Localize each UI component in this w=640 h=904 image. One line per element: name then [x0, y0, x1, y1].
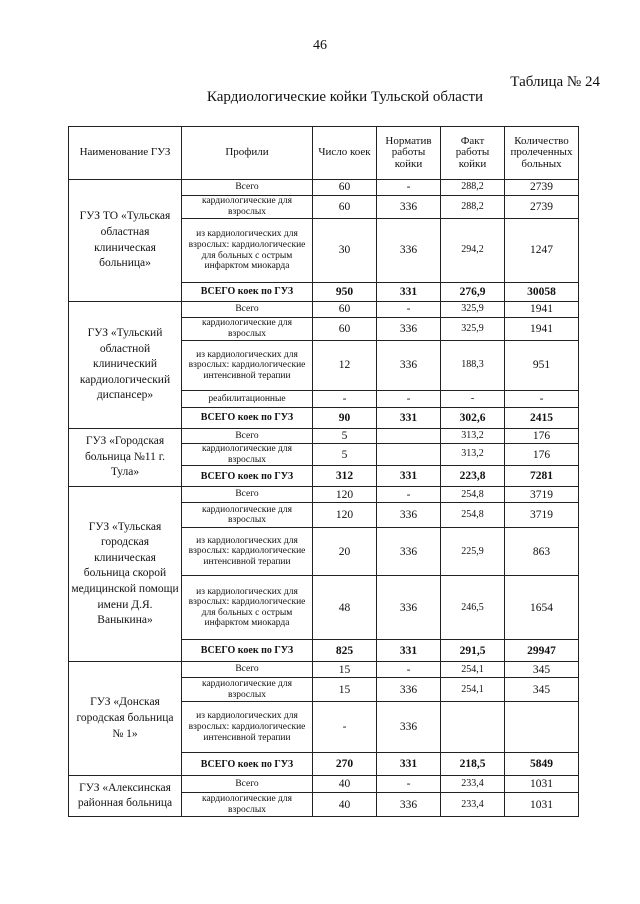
fact-cell — [441, 702, 505, 753]
org-name-cell: ГУЗ «Тульский областной клинический кардиологический диспансер» — [69, 302, 182, 429]
org-name-cell: ГУЗ «Тульская городская клиническая больница скорой медицинской помощи имени Д.Я. Ваныкина» — [69, 487, 182, 662]
profile-cell: ВСЕГО коек по ГУЗ — [182, 753, 313, 776]
beds-cell: 312 — [313, 466, 377, 487]
profile-cell: Всего — [182, 487, 313, 503]
patients-cell: 345 — [505, 662, 579, 678]
fact-cell: - — [441, 391, 505, 408]
beds-cell: 60 — [313, 196, 377, 219]
patients-cell: 1031 — [505, 776, 579, 793]
fact-cell: 288,2 — [441, 196, 505, 219]
profile-cell: из кардиологических для взрослых: кардиологические интенсивной терапии — [182, 702, 313, 753]
norm-cell: - — [377, 776, 441, 793]
norm-cell: 336 — [377, 528, 441, 576]
fact-cell: 218,5 — [441, 753, 505, 776]
norm-cell — [377, 429, 441, 444]
norm-cell: 336 — [377, 702, 441, 753]
fact-cell: 325,9 — [441, 302, 505, 318]
fact-cell: 246,5 — [441, 576, 505, 640]
fact-cell: 254,8 — [441, 503, 505, 528]
patients-cell: 30058 — [505, 283, 579, 302]
profile-cell: кардиологические для взрослых — [182, 503, 313, 528]
profile-cell: кардиологические для взрослых — [182, 678, 313, 702]
header-profile: Профили — [182, 127, 313, 180]
header-norm: Норматив работы койки — [377, 127, 441, 180]
profile-cell: ВСЕГО коек по ГУЗ — [182, 408, 313, 429]
patients-cell — [505, 702, 579, 753]
fact-cell: 313,2 — [441, 444, 505, 466]
beds-cell: 15 — [313, 678, 377, 702]
patients-cell: 2739 — [505, 180, 579, 196]
profile-cell: из кардиологических для взрослых: кардиологические интенсивной терапии — [182, 528, 313, 576]
fact-cell: 188,3 — [441, 341, 505, 391]
header-row — [69, 127, 579, 180]
norm-cell: - — [377, 180, 441, 196]
patients-cell: 2415 — [505, 408, 579, 429]
table-row — [69, 487, 579, 503]
fact-cell: 294,2 — [441, 219, 505, 283]
beds-cell: - — [313, 391, 377, 408]
profile-cell: кардиологические для взрослых — [182, 318, 313, 341]
profile-cell: Всего — [182, 776, 313, 793]
norm-cell: 336 — [377, 219, 441, 283]
patients-cell: 5849 — [505, 753, 579, 776]
fact-cell: 302,6 — [441, 408, 505, 429]
norm-cell: - — [377, 662, 441, 678]
patients-cell: 1247 — [505, 219, 579, 283]
norm-cell: 336 — [377, 678, 441, 702]
patients-cell: 345 — [505, 678, 579, 702]
norm-cell — [377, 444, 441, 466]
beds-cell: 30 — [313, 219, 377, 283]
beds-cell: 825 — [313, 640, 377, 662]
fact-cell: 254,1 — [441, 662, 505, 678]
header-fact: Факт работы койки — [441, 127, 505, 180]
norm-cell: 336 — [377, 341, 441, 391]
org-name-cell: ГУЗ ТО «Тульская областная клиническая больница» — [69, 180, 182, 302]
fact-cell: 225,9 — [441, 528, 505, 576]
fact-cell: 288,2 — [441, 180, 505, 196]
table-row — [69, 429, 579, 444]
profile-cell: ВСЕГО коек по ГУЗ — [182, 466, 313, 487]
cardiology-beds-table — [68, 126, 579, 817]
profile-cell: Всего — [182, 429, 313, 444]
table-number: Таблица № 24 — [510, 74, 600, 90]
norm-cell: 331 — [377, 283, 441, 302]
profile-cell: Всего — [182, 180, 313, 196]
norm-cell: 336 — [377, 503, 441, 528]
page-number: 46 — [313, 38, 327, 53]
patients-cell: 1654 — [505, 576, 579, 640]
profile-cell: Всего — [182, 302, 313, 318]
patients-cell: 2739 — [505, 196, 579, 219]
beds-cell: 40 — [313, 793, 377, 817]
fact-cell: 233,4 — [441, 793, 505, 817]
norm-cell: 331 — [377, 753, 441, 776]
fact-cell: 254,8 — [441, 487, 505, 503]
beds-cell: 15 — [313, 662, 377, 678]
patients-cell: 176 — [505, 429, 579, 444]
beds-cell: 120 — [313, 503, 377, 528]
header-patients: Количество пролеченных больных — [505, 127, 579, 180]
profile-cell: реабилитационные — [182, 391, 313, 408]
table-title: Кардиологические койки Тульской области — [206, 89, 484, 105]
norm-cell: 336 — [377, 576, 441, 640]
beds-cell: 60 — [313, 318, 377, 341]
table-row — [69, 662, 579, 678]
norm-cell: - — [377, 391, 441, 408]
beds-cell: 20 — [313, 528, 377, 576]
fact-cell: 325,9 — [441, 318, 505, 341]
table-row — [69, 776, 579, 793]
profile-cell: кардиологические для взрослых — [182, 793, 313, 817]
fact-cell: 223,8 — [441, 466, 505, 487]
org-name-cell: ГУЗ «Алексинская районная больница — [69, 776, 182, 817]
norm-cell: - — [377, 302, 441, 318]
patients-cell: 176 — [505, 444, 579, 466]
org-name-cell: ГУЗ «Донская городская больница № 1» — [69, 662, 182, 776]
org-name-cell: ГУЗ «Городская больница №11 г. Тула» — [69, 429, 182, 487]
norm-cell: - — [377, 487, 441, 503]
profile-cell: из кардиологических для взрослых: кардиологические для больных с острым инфарктом миокарда — [182, 219, 313, 283]
patients-cell: 1941 — [505, 318, 579, 341]
beds-cell: 60 — [313, 302, 377, 318]
norm-cell: 331 — [377, 640, 441, 662]
beds-cell: 5 — [313, 444, 377, 466]
fact-cell: 276,9 — [441, 283, 505, 302]
beds-cell: 90 — [313, 408, 377, 429]
patients-cell: - — [505, 391, 579, 408]
table-body — [69, 180, 579, 817]
beds-cell: 5 — [313, 429, 377, 444]
beds-cell: 120 — [313, 487, 377, 503]
profile-cell: Всего — [182, 662, 313, 678]
profile-cell: кардиологические для взрослых — [182, 196, 313, 219]
profile-cell: ВСЕГО коек по ГУЗ — [182, 283, 313, 302]
patients-cell: 1941 — [505, 302, 579, 318]
table-row — [69, 180, 579, 196]
fact-cell: 291,5 — [441, 640, 505, 662]
profile-cell: кардиологические для взрослых — [182, 444, 313, 466]
patients-cell: 1031 — [505, 793, 579, 817]
beds-cell: 48 — [313, 576, 377, 640]
beds-cell: 270 — [313, 753, 377, 776]
beds-cell: 950 — [313, 283, 377, 302]
fact-cell: 313,2 — [441, 429, 505, 444]
beds-cell: - — [313, 702, 377, 753]
profile-cell: из кардиологических для взрослых: кардиологические интенсивной терапии — [182, 341, 313, 391]
header-beds: Число коек — [313, 127, 377, 180]
beds-cell: 40 — [313, 776, 377, 793]
profile-cell: из кардиологических для взрослых: кардиологические для больных с острым инфарктом миокарда — [182, 576, 313, 640]
patients-cell: 951 — [505, 341, 579, 391]
patients-cell: 3719 — [505, 487, 579, 503]
profile-cell: ВСЕГО коек по ГУЗ — [182, 640, 313, 662]
patients-cell: 3719 — [505, 503, 579, 528]
fact-cell: 233,4 — [441, 776, 505, 793]
norm-cell: 336 — [377, 196, 441, 219]
norm-cell: 336 — [377, 793, 441, 817]
norm-cell: 336 — [377, 318, 441, 341]
header-org: Наименование ГУЗ — [69, 127, 182, 180]
table-row — [69, 302, 579, 318]
beds-cell: 12 — [313, 341, 377, 391]
patients-cell: 863 — [505, 528, 579, 576]
fact-cell: 254,1 — [441, 678, 505, 702]
norm-cell: 331 — [377, 408, 441, 429]
beds-cell: 60 — [313, 180, 377, 196]
norm-cell: 331 — [377, 466, 441, 487]
patients-cell: 7281 — [505, 466, 579, 487]
patients-cell: 29947 — [505, 640, 579, 662]
